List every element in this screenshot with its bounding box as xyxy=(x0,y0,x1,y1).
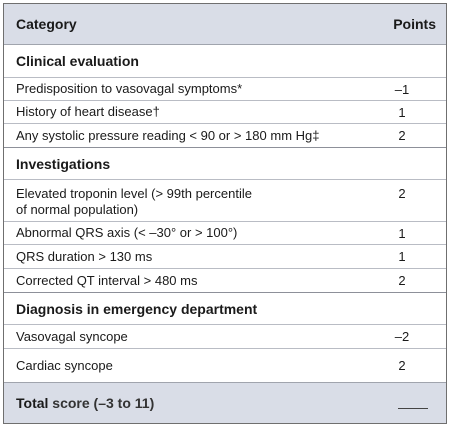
table-row xyxy=(4,78,446,101)
total-label: Total score (–3 to 11) xyxy=(16,395,155,411)
row-points: 2 xyxy=(398,273,406,288)
table-row xyxy=(4,222,446,245)
row-label: Any systolic pressure reading < 90 or > 180 mm Hg‡ xyxy=(16,127,320,143)
row-label: History of heart disease† xyxy=(16,104,160,119)
row-label: Abnormal QRS axis (< –30° or > 100°) xyxy=(16,225,238,240)
row-label: QRS duration > 130 ms xyxy=(16,248,153,264)
table-row xyxy=(4,124,446,148)
row-points: –1 xyxy=(394,81,410,97)
row-label: Elevated troponin level (> 99th percentile of normal population) xyxy=(16,186,252,217)
row-label: Cardiac syncope xyxy=(16,357,113,373)
total-row xyxy=(4,382,446,423)
row-points: 1 xyxy=(398,249,406,264)
category-header: Category xyxy=(16,16,77,32)
table-row xyxy=(4,101,446,124)
row-label: Predisposition to vasovagal symptoms* xyxy=(16,81,243,96)
row-label: Corrected QT interval > 480 ms xyxy=(16,272,198,288)
section-title-diagnosis: Diagnosis in emergency department xyxy=(4,293,446,325)
row-points: 1 xyxy=(398,225,406,241)
total-score-blank[interactable] xyxy=(398,408,428,409)
table-row xyxy=(4,269,446,293)
table-row xyxy=(4,325,446,349)
syncope-score-table xyxy=(3,3,447,424)
section-title-investigations: Investigations xyxy=(4,148,446,180)
row-points: 2 xyxy=(398,128,406,143)
table-row xyxy=(4,180,446,222)
table-row xyxy=(4,349,446,382)
row-label: Vasovagal syncope xyxy=(16,328,128,344)
row-points: 2 xyxy=(398,358,406,373)
table-header xyxy=(4,4,446,45)
row-points: –2 xyxy=(394,329,410,344)
row-points: 1 xyxy=(398,104,406,120)
section-title-clinical: Clinical evaluation xyxy=(4,45,446,78)
table-row xyxy=(4,245,446,269)
points-header: Points xyxy=(393,16,436,32)
row-points: 2 xyxy=(398,186,406,201)
